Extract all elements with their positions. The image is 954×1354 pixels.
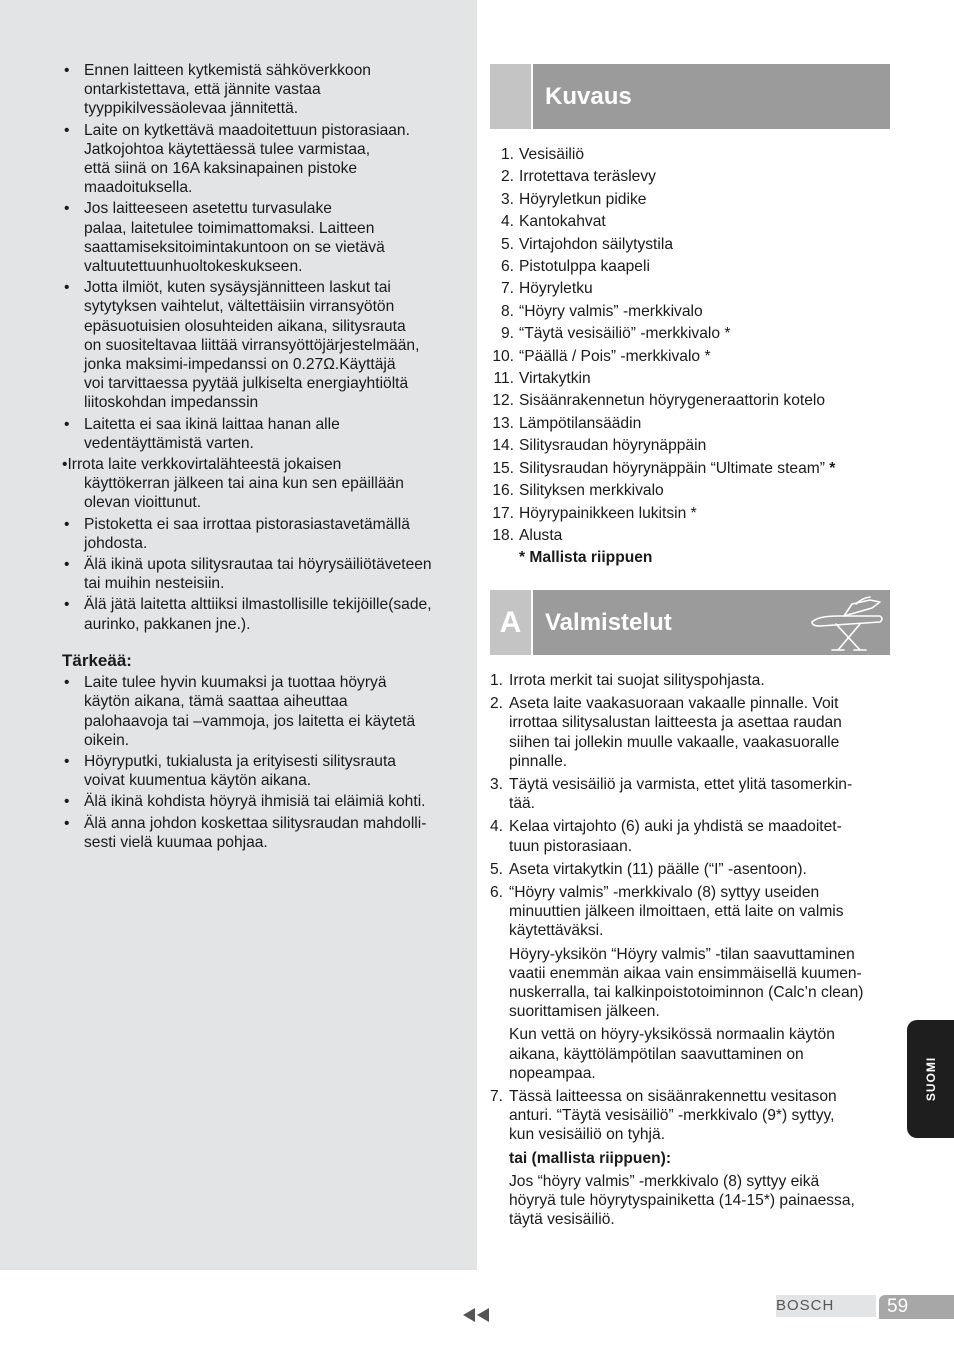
bullet-marker: • [64,279,70,297]
text-line: Aseta virtakytkin (11) päälle (“I” -asentoon). [509,860,807,878]
part-item [490,256,890,278]
part-number: 17. [492,504,514,522]
bullet-item [62,121,467,198]
text-line: Ennen laitteen kytkemistä sähköverkkoon [84,62,371,79]
bullet-marker: • [64,556,70,574]
text-line: Älä jätä laitetta alttiiksi ilmastollisille tekijöille(sade, [84,596,432,614]
text-line: aurinko, pakkanen jne.). [84,615,251,633]
important-list [62,673,467,852]
bullet-marker: • [64,62,70,79]
part-label: Höyryletku [519,280,593,298]
valmistelut-title: Valmistelut [545,609,672,636]
part-label: “Täytä vesisäiliö” -merkkivalo * [519,325,731,343]
text-line: oikein. [84,731,130,749]
text-line: valtuutettuunhuoltokeskukseen. [84,258,303,276]
text-line: olevan vioittunut. [84,494,202,512]
step-number: 5. [490,860,504,878]
part-item [490,503,890,525]
bullet-item [62,515,467,553]
text-line: aikana, käyttölämpötilan saavuttaminen on [509,1045,804,1063]
step-number: 1. [490,672,504,689]
text-line: Älä ikinä upota silitysrautaa tai höyrysäiliötäveteen [84,556,432,574]
kuvaus-title: Kuvaus [545,83,632,110]
header-divider [531,590,533,655]
text-line: Älä ikinä kohdista höyryä ihmisiä tai eläimiä kohti. [84,793,426,811]
bullet-marker: • [64,200,70,218]
part-number: 18. [492,526,514,544]
text-line: Jatkojohtoa käytettäessä tulee varmistaa, [84,140,371,158]
part-label: Vesisäiliö [519,146,585,163]
text-line: Täytä vesisäiliö ja varmista, ettet ylitä tasomerkin- [509,776,853,794]
part-label: Virtakytkin [519,370,591,388]
text-line: epäsuotuisien olosuhteiden aikana, silitysrauta [84,317,406,335]
part-item [490,323,890,345]
part-item [490,301,890,323]
text-line: käyttökerran jälkeen tai aina kun sen epäillään [84,475,404,493]
part-label: Silitysraudan höyrynäppäin “Ultimate steam” [519,459,825,477]
step-number: 3. [490,776,504,794]
part-number: 11. [493,370,514,388]
part-number: 15. [492,459,514,477]
model-note: tai (mallista riippuen): [509,1149,672,1167]
part-item [490,480,890,502]
bullet-item [62,673,467,750]
bullet-item [62,814,467,852]
bullet-item [62,752,467,790]
part-number: 5. [500,235,514,253]
bullet-item [62,792,467,811]
text-line: tyyppikilvessäolevaa jännitettä. [84,100,299,118]
brand-label: BOSCH [776,1295,876,1317]
text-line: Älä anna johdon koskettaa silitysraudan mahdolli- [84,814,427,832]
part-item [490,458,890,480]
text-line: tai muihin nesteisiin. [84,575,225,593]
page-number: 59 [879,1295,954,1319]
language-label: SUOMI [923,1056,938,1102]
step-number: 2. [490,695,504,713]
text-line: on suositeltavaa liittää virransyöttöjärjestelmään, [84,336,420,354]
part-item [490,144,890,166]
text-line: tää. [509,795,536,813]
step-item [490,817,890,855]
valmistelut-header [490,590,890,655]
text-line: Höyry-yksikön “Höyry valmis” -tilan saavuttaminen [509,945,855,963]
bullet-marker: • [64,814,70,832]
parts-list [490,144,890,570]
part-label: Alusta [519,526,563,544]
text-line: nuskerralla, tai kalkinpoistotoiminnon (Calc’n clean) [509,984,864,1002]
part-suffix: * [824,459,836,477]
text-line: siihen tai jollekin muulle vakaalle, vaakasuoralle [509,733,840,751]
text-line: sesti vielä kuumaa pohjaa. [84,833,268,851]
part-label: Lämpötilansäädin [519,414,642,432]
text-line: vedentäyttämistä varten. [84,434,254,452]
step-item [490,671,890,690]
double-left-arrow-icon[interactable] [463,1307,491,1328]
part-item [490,390,890,412]
text-line: •Irrota laite verkkovirtalähteestä jokaisen [62,456,342,474]
text-line: Jos laitteeseen asetettu turvasulake [84,200,332,218]
bullet-marker: • [64,674,70,692]
step-number: 7. [490,1088,504,1106]
bullet-item [62,555,467,593]
part-number: 7. [500,280,514,298]
bullet-item [62,61,467,119]
text-line: suorittamisen jälkeen. [509,1003,660,1021]
parts-note: * Mallista riippuen [519,549,653,567]
text-line: käytön aikana, tämä saattaa aiheuttaa [84,693,348,711]
preparation-steps [490,671,890,1233]
step-item [490,775,890,813]
text-line: Jos “höyry valmis” -merkkivalo (8) syttyy eikä [509,1172,820,1190]
text-line: Laitetta ei saa ikinä laittaa hanan alle [84,415,340,433]
text-line: tuun pistorasiaan. [509,837,633,855]
text-line: minuuttien jälkeen ilmoittaen, että laite on valmis [509,903,844,921]
text-line: voi tarvittaessa pyytää julkiselta energiayhtiöltä [84,375,409,393]
step-item [490,860,890,879]
bullet-item [62,415,467,453]
safety-list [62,61,467,634]
part-label: Höyryletkun pidike [519,190,647,208]
part-number: 4. [500,213,514,231]
part-item [490,166,890,188]
text-line: jonka maksimi-impedanssi on 0.27Ω.Käyttäjä [84,356,396,374]
part-number: 6. [500,258,514,276]
step-number: 4. [490,818,504,836]
part-number: 3. [500,190,514,208]
bullet-marker: • [64,515,70,533]
text-line: sytytyksen vaihtelut, vältettäisiin virransyötön [84,298,395,316]
language-tab [907,1020,954,1138]
text-line: anturi. “Täytä vesisäiliö” -merkkivalo (9*) syttyy, [509,1107,835,1125]
text-line: höyryä tule höyrytyspainiketta (14-15*) painaessa, [509,1192,855,1210]
text-line: Laite on kytkettävä maadoitettuun pistorasiaan. [84,121,410,139]
part-label: Höyrypainikkeen lukitsin * [519,504,697,522]
text-line: Jotta ilmiöt, kuten sysäysjännitteen laskut tai [84,279,391,297]
step-number: 6. [490,884,504,902]
part-item [490,525,890,547]
step6-note [490,945,890,1022]
bullet-marker: • [64,415,70,433]
kuvaus-header [490,64,890,129]
text-line: nopeampaa. [509,1064,596,1082]
step7-note [490,1172,890,1230]
part-label: Irrotettava teräslevy [519,168,656,186]
text-line: maadoituksella. [84,179,193,197]
ironing-board-icon [808,594,886,652]
part-number: 9. [500,325,514,343]
part-item [490,346,890,368]
text-line: että siinä on 16A kaksinapainen pistoke [84,160,358,178]
part-item [490,278,890,300]
part-label: Silityksen merkkivalo [519,482,664,500]
text-line: Kun vettä on höyry-yksikössä normaalin käytön [509,1026,835,1044]
text-line: Kelaa virtajohto (6) auki ja yhdistä se maadoitet- [509,818,842,836]
text-line: Aseta laite vaakasuoraan vakaalle pinnalle. Voit [509,695,839,713]
part-number: 13. [492,414,514,432]
part-label: Kantokahvat [519,213,606,231]
text-line: voivat kuumentua käytön aikana. [84,772,312,790]
bullet-item [62,455,467,513]
part-item [490,234,890,256]
part-item [490,413,890,435]
text-line: Laite tulee hyvin kuumaksi ja tuottaa höyryä [84,674,387,692]
text-line: johdosta. [84,534,148,552]
bullet-item [62,278,467,412]
part-number: 1. [500,146,514,163]
step6-note [490,1025,890,1083]
part-number: 8. [500,302,514,320]
text-line: kun vesisäiliö on tyhjä. [509,1126,666,1144]
part-label: “Päällä / Pois” -merkkivalo * [519,347,711,365]
text-line: Irrota merkit tai suojat silityspohjasta. [509,672,765,689]
part-item [490,189,890,211]
part-item [490,368,890,390]
bullet-marker: • [64,596,70,614]
text-line: vaatii enemmän aikaa vain ensimmäisellä kuumen- [509,964,862,982]
kuvaus-tab [490,64,531,129]
text-line: käytettäväksi. [509,922,604,940]
part-number: 16. [492,482,514,500]
part-number: 14. [492,437,514,455]
bullet-marker: • [64,121,70,139]
text-line: palohaavoja tai –vammoja, jos laitetta ei käytetä [84,712,416,730]
text-line: “Höyry valmis” -merkkivalo (8) syttyy useiden [509,884,820,902]
text-line: Höyryputki, tukialusta ja erityisesti silitysrauta [84,752,396,770]
part-label: Pistotulppa kaapeli [519,258,650,276]
text-line: irrottaa silitysalustan laitteesta ja asettaa raudan [509,714,842,732]
part-number: 10. [492,347,514,365]
important-title: Tärkeää: [62,650,132,670]
section-letter: A [490,590,531,655]
bullet-marker: • [64,752,70,770]
text-line: Tässä laitteessa on sisäänrakennettu vesitason [509,1088,837,1106]
bullet-item [62,199,467,276]
text-line: pinnalle. [509,752,568,770]
text-line: Pistoketta ei saa irrottaa pistorasiastavetämällä [84,515,410,533]
safety-column [62,61,467,854]
header-divider [531,64,533,129]
part-number: 12. [492,392,514,410]
text-line: saattamiseksitoimintakuntoon on se vietävä [84,238,385,256]
part-item [490,211,890,233]
text-line: täytä vesisäiliö. [509,1211,615,1229]
bullet-item [62,595,467,633]
text-line: liitoskohdan impedanssin [84,394,259,412]
part-number: 2. [500,168,514,186]
text-line: palaa, laitetulee toimimattomaksi. Laitteen [84,219,375,237]
step-item [490,694,890,771]
bullet-marker: • [64,793,70,811]
part-label: “Höyry valmis” -merkkivalo [519,302,703,320]
part-label: Sisäänrakennetun höyrygeneraattorin kotelo [519,392,826,410]
part-label: Silitysraudan höyrynäppäin [519,437,707,455]
text-line: ontarkistettava, että jännite vastaa [84,81,321,99]
step-item [490,883,890,941]
step-item [490,1087,890,1145]
part-item [490,435,890,457]
part-label: Virtajohdon säilytystila [519,235,673,253]
